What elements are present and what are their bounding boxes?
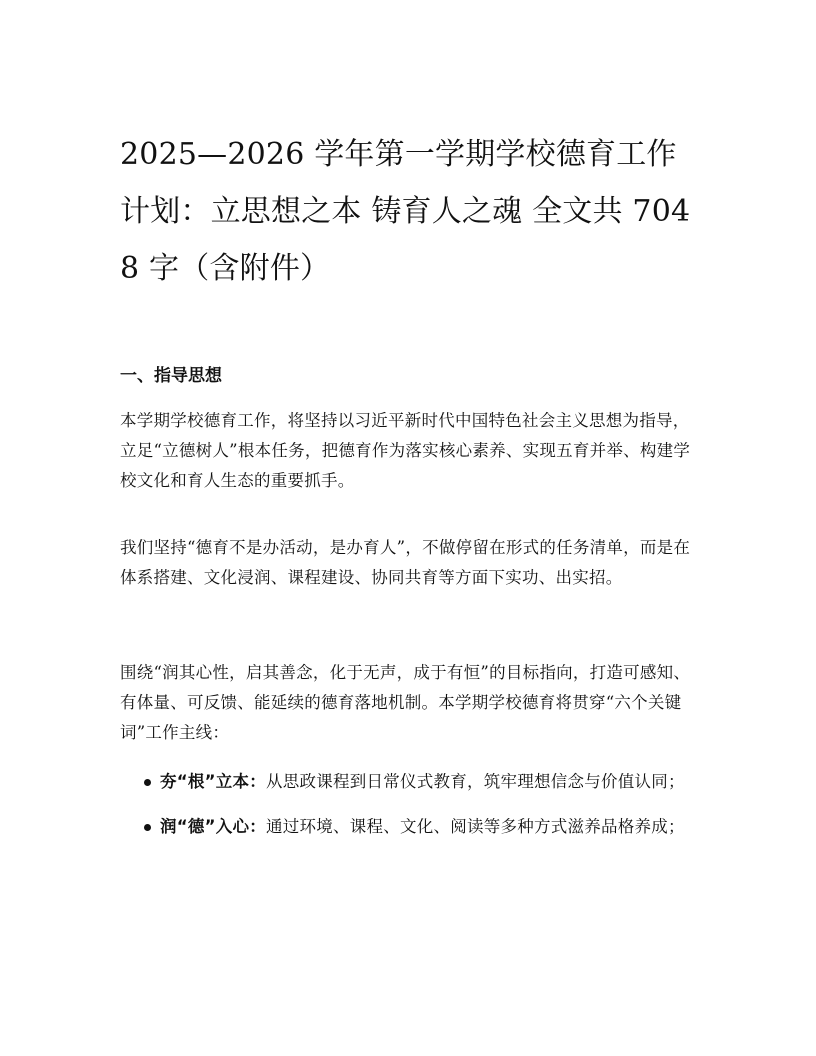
paragraph-1: 本学期学校德育工作，将坚持以习近平新时代中国特色社会主义思想为指导，立足“立德树人”根本任务，把德育作为落实核心素养、实现五育并举、构建学校文化和育人生态的重要抓手。 [120,411,691,490]
paragraph-3: 围绕“润其心性，启其善念，化于无声，成于有恒”的目标指向，打造可感知、有体量、可反馈、能延续的德育落地机制。本学期学校德育将贯穿“六个关键词”工作主线： [120,663,691,742]
document-title: 2025—2026 学年第一学期学校德育工作计划：立思想之本 铸育人之魂 全文共 7048 字（含附件） [120,137,691,286]
bullet-text: 通过环境、课程、文化、阅读等多种方式滋养品格养成； [265,817,685,836]
bullet-term: 夯“根”立本： [160,772,266,791]
bullet-term: 润“德”入心： [160,817,266,836]
bullet-text: 从思政课程到日常仪式教育，筑牢理想信念与价值认同； [265,772,685,791]
section-heading-guiding-ideology: 一、指导思想 [120,366,222,386]
keyword-bullet-list [120,767,698,857]
document-content [120,126,698,836]
bullet-dot-icon [144,824,151,831]
bullet-item-root [120,767,698,797]
paragraph-2: 我们坚持“德育不是办活动，是办育人”，不做停留在形式的任务清单，而是在体系搭建、文化浸润、课程建设、协同共育等方面下实功、出实招。 [120,538,691,587]
bullet-item-virtue [120,812,698,842]
bullet-dot-icon [144,779,151,786]
